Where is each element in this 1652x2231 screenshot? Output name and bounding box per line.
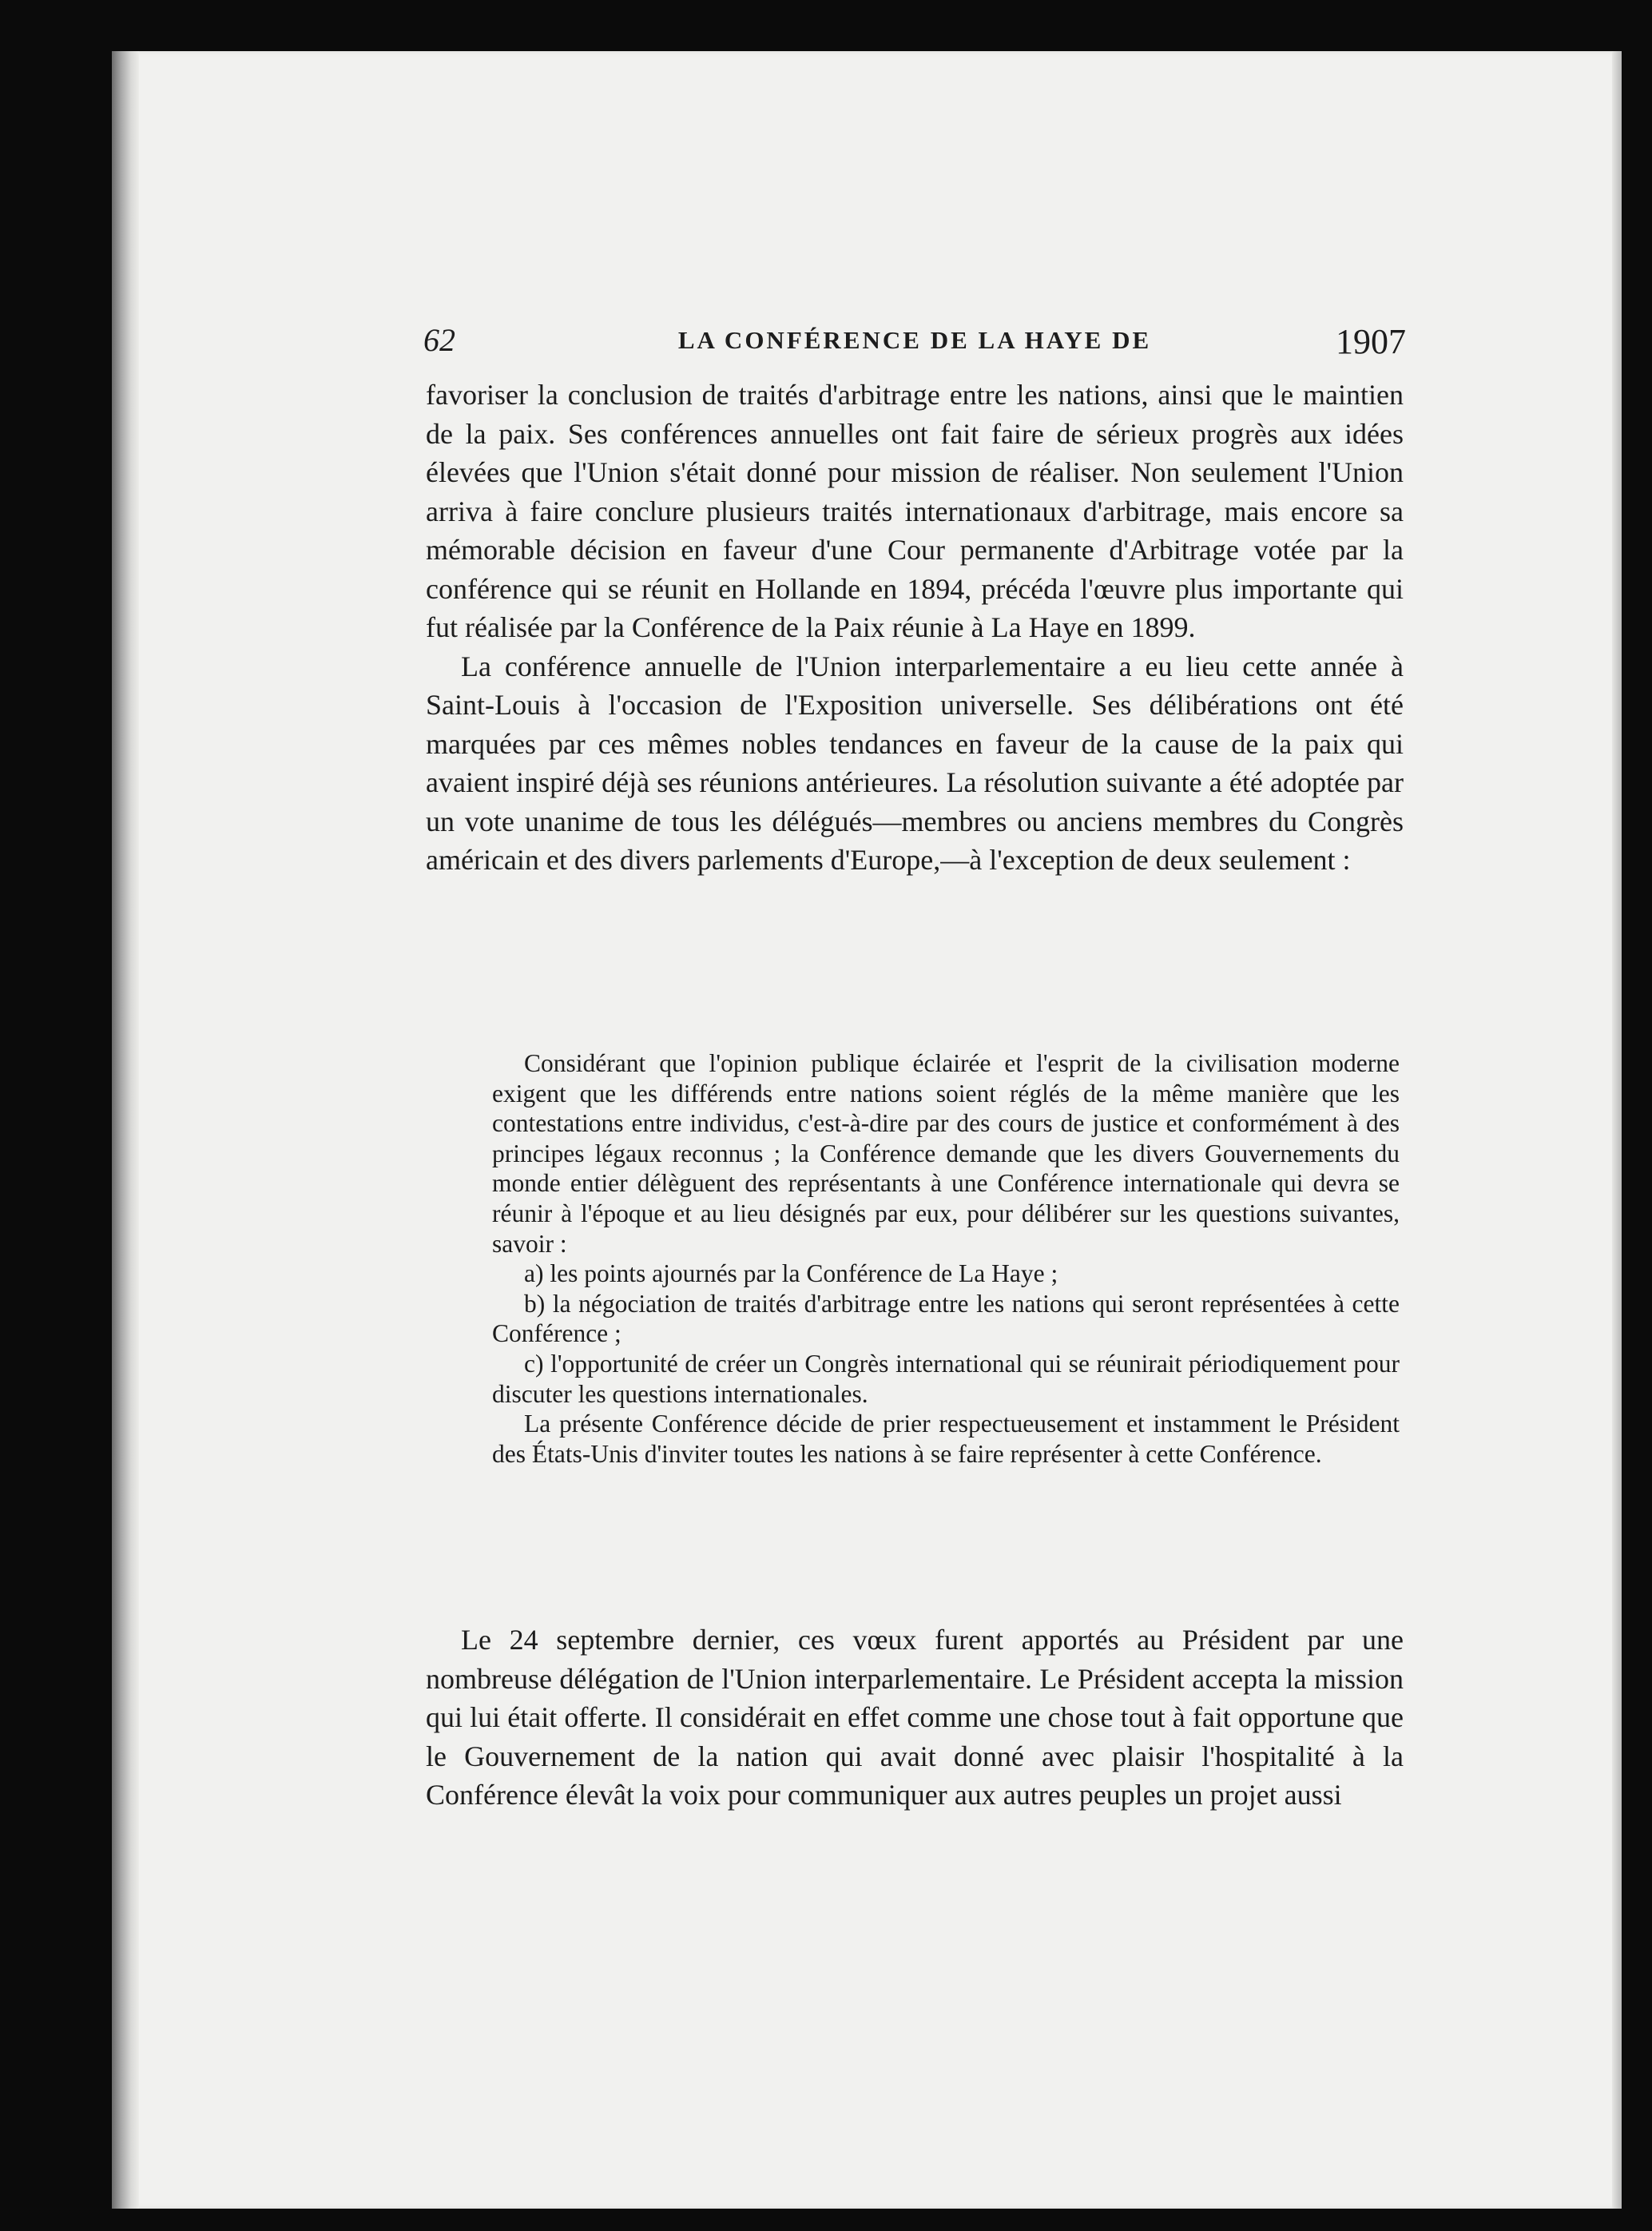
page-right-edge [1612, 51, 1622, 2209]
body-text-top [426, 376, 1404, 880]
quote-intro: Considérant que l'opinion publique éclairée et l'esprit de la civilisation moderne exigent que les différends entre nations soient réglés de la même manière que les contestations entre individus, c'est-à-dire par des cours de justice et conformément à des principes légaux reconnus ; la Conférence demande que les divers Gouvernements du monde entier délèguent des représentants à une Conférence internationale qui devra se réunir à l'époque et au lieu désignés par eux, pour délibérer sur les questions suivantes, savoir : [492, 1049, 1400, 1258]
quote-closing: La présente Conférence décide de prier respectueusement et instamment le Président des États-Unis d'inviter toutes les nations à se faire représenter à cette Conférence. [492, 1410, 1400, 1468]
running-title: LA CONFÉRENCE DE LA HAYE DE [677, 326, 1152, 354]
page-gutter-shadow [112, 51, 139, 2209]
paragraph-3: Le 24 septembre dernier, ces vœux furent apportés au Président par une nombreuse délégation de l'Union interparlementaire. Le Président accepta la mission qui lui était offerte. Il considérait en effet comme une chose tout à fait opportune que le Gouvernement de la nation qui avait donné avec plaisir l'hospitalité à la Conférence élevât la voix pour communiquer aux autres peuples un projet aussi [426, 1624, 1404, 1811]
page-number: 62 [423, 322, 455, 358]
quote-item-a: a) les points ajournés par la Conférence de La Haye ; [524, 1259, 1058, 1288]
running-year: 1907 [1336, 322, 1406, 361]
paragraph-2: La conférence annuelle de l'Union interparlementaire a eu lieu cette année à Saint-Louis à l'occasion de l'Exposition universelle. Ses délibérations ont été marquées par ces mêmes nobles tendances en faveur de la cause de la paix qui avaient inspiré déjà ses réunions antérieures. La résolution suivante a été adoptée par un vote unanime de tous les délégués—membres ou anciens membres du Congrès américain et des divers parlements d'Europe,—à l'exception de deux seulement : [426, 650, 1404, 876]
quote-item-b: b) la négociation de traités d'arbitrage entre les nations qui seront représentées à cette Conférence ; [492, 1289, 1400, 1348]
quote-item-c: c) l'opportunité de créer un Congrès international qui se réunirait périodiquement pour discuter les questions internationales. [492, 1349, 1400, 1408]
body-text-bottom [426, 1621, 1404, 1815]
running-header [423, 321, 1406, 363]
paragraph-1: favoriser la conclusion de traités d'arbitrage entre les nations, ainsi que le maintien de la paix. Ses conférences annuelles ont fait faire de sérieux progrès aux idées élevées que l'Union s'était donné pour mission de réaliser. Non seulement l'Union arriva à faire conclure plusieurs traités internationaux d'arbitrage, mais encore sa mémorable décision en faveur d'une Cour permanente d'Arbitrage votée par la conférence qui se réunit en Hollande en 1894, précéda l'œuvre plus importante qui fut réalisée par la Conférence de la Paix réunie à La Haye en 1899. [426, 379, 1404, 643]
resolution-quote [492, 1048, 1400, 1469]
